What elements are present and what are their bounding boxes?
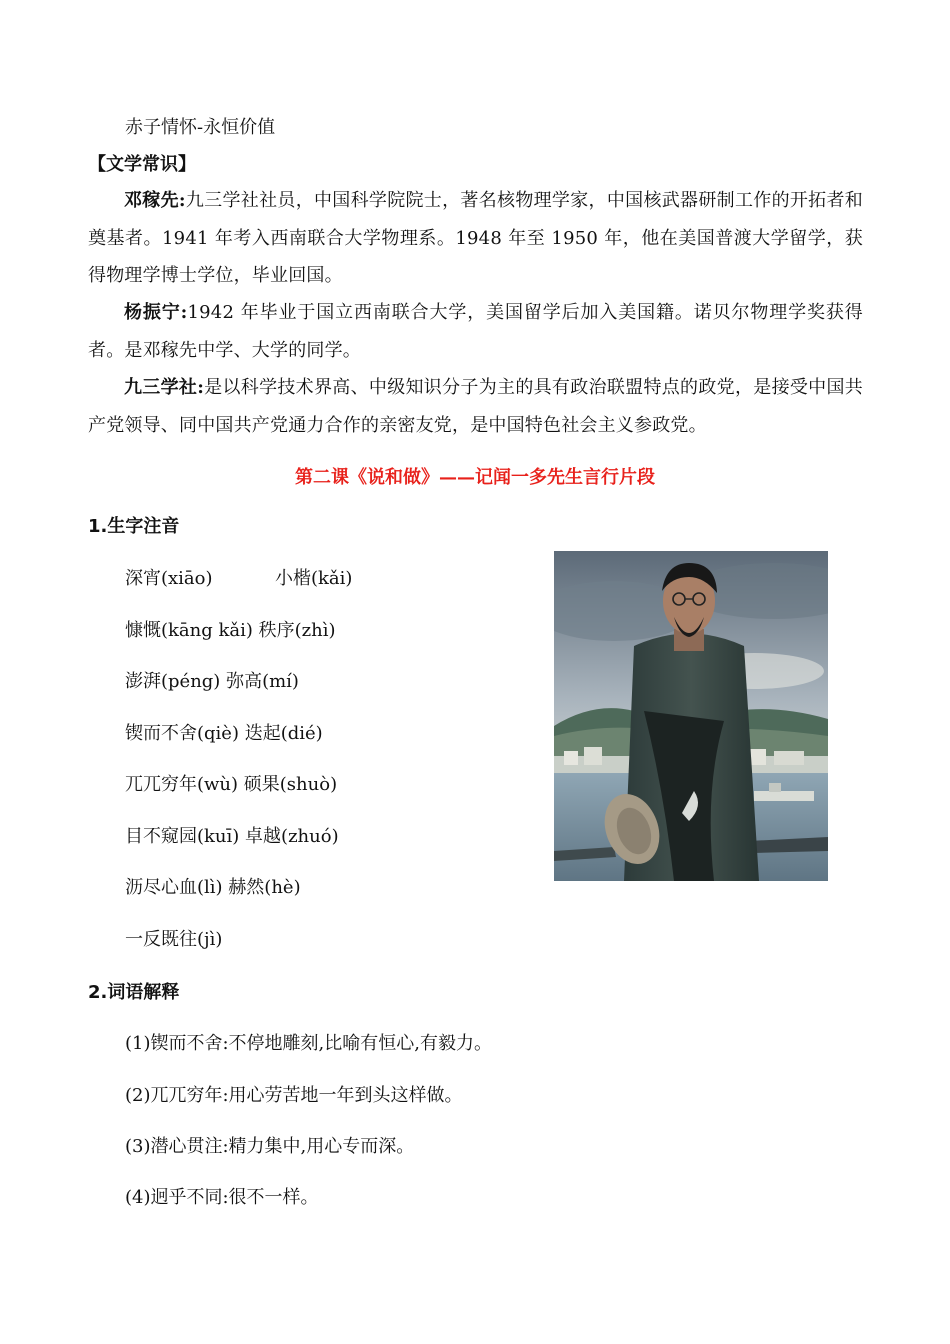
- entry-jiusan-society: [88, 369, 863, 444]
- entry-deng-jiaxian: [88, 182, 863, 295]
- entry-term: 邓稼先:: [124, 190, 186, 211]
- pinyin-item: 赫然(hè): [228, 877, 301, 898]
- pinyin-item: 秩序(zhì): [258, 620, 336, 641]
- intro-line: 赤子情怀-永恒价值: [125, 117, 276, 138]
- entry-text: 九三学社社员，中国科学院院士，著名核物理学家，中国核武器研制工作的开拓者和奠基者。1941 年考入西南联合大学物理系。1948 年至 1950 年，他在美国普渡大学留学，获得物理学博士学位，毕业回国。: [88, 190, 863, 286]
- definition-item: (3)潜心贯注:精力集中,用心专而深。: [125, 1136, 415, 1157]
- entry-text: 是以科学技术界高、中级知识分子为主的具有政治联盟特点的政党，是接受中国共产党领导、同中国共产党通力合作的亲密友党，是中国特色社会主义参政党。: [88, 377, 863, 436]
- pinyin-item: 慷慨(kāng kǎi): [125, 620, 253, 641]
- pinyin-row: [125, 720, 323, 748]
- pinyin-row: [125, 617, 336, 645]
- section-heading-definitions: 2.词语解释: [88, 982, 180, 1003]
- definition-item: (1)锲而不舍:不停地雕刻,比喻有恒心,有毅力。: [125, 1033, 493, 1054]
- entry-text: 1942 年毕业于国立西南联合大学，美国留学后加入美国籍。诺贝尔物理学奖获得者。是邓稼先中学、大学的同学。: [88, 302, 863, 361]
- pinyin-row: [125, 668, 299, 696]
- pinyin-row: [125, 823, 339, 851]
- pinyin-item: 深宵(xiāo): [125, 568, 213, 589]
- pinyin-item: 小楷(kǎi): [275, 568, 353, 589]
- section-heading-pinyin: 1.生字注音: [88, 516, 180, 537]
- pinyin-item: 弥高(mí): [226, 671, 299, 692]
- pinyin-row: [125, 874, 301, 902]
- portrait-painting: [554, 551, 828, 881]
- entry-term: 杨振宁:: [124, 302, 188, 323]
- pinyin-item: 沥尽心血(lì): [125, 877, 223, 898]
- pinyin-item: 目不窥园(kuī): [125, 826, 240, 847]
- pinyin-item: 迭起(dié): [244, 723, 323, 744]
- literary-knowledge-heading: 【文学常识】: [88, 154, 196, 175]
- pinyin-item: 澎湃(péng): [125, 671, 221, 692]
- definition-item: (4)迥乎不同:很不一样。: [125, 1187, 319, 1208]
- pinyin-item: 一反既往(jì): [125, 929, 223, 950]
- pinyin-item: 兀兀穷年(wù): [125, 774, 239, 795]
- definition-item: (2)兀兀穷年:用心劳苦地一年到头这样做。: [125, 1085, 463, 1106]
- pinyin-row: [125, 771, 337, 799]
- entry-yang-zhenning: [88, 294, 863, 369]
- pinyin-item: 卓越(zhuó): [245, 826, 339, 847]
- lesson-title: 第二课《说和做》——记闻一多先生言行片段: [295, 467, 655, 488]
- pinyin-row: [125, 565, 352, 593]
- pinyin-item: 硕果(shuò): [243, 774, 338, 795]
- entry-term: 九三学社:: [124, 377, 205, 398]
- pinyin-row: [125, 926, 222, 954]
- pinyin-item: 锲而不舍(qiè): [125, 723, 239, 744]
